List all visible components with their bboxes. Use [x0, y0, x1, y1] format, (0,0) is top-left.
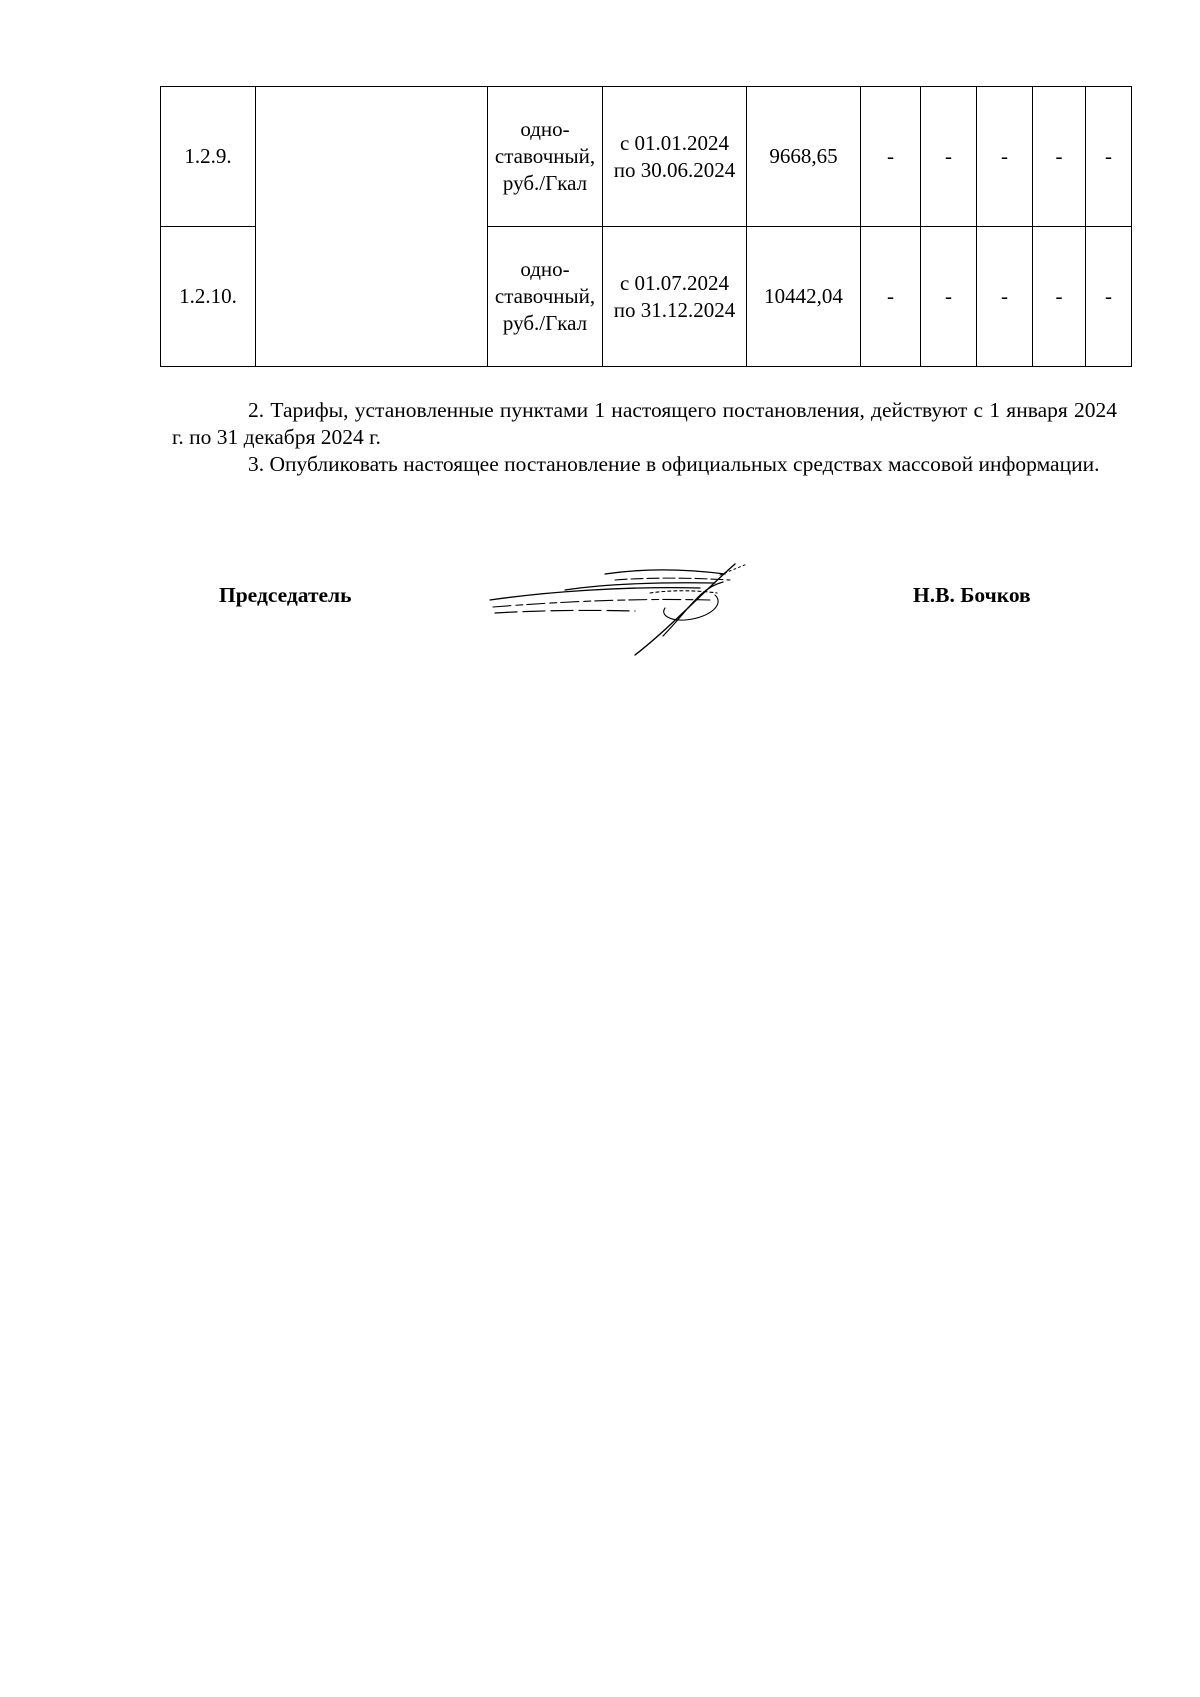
merged-name-cell: [256, 87, 488, 367]
dash-cell: -: [861, 87, 921, 227]
dash-cell: -: [1086, 227, 1132, 367]
tariff-value-cell: 10442,04: [747, 227, 861, 367]
signatory-role: Председатель: [219, 583, 352, 607]
handwritten-signature: [485, 560, 795, 660]
dash-cell: -: [861, 227, 921, 367]
period-from: с 01.01.2024: [619, 130, 730, 155]
period-from: с 01.07.2024: [619, 270, 730, 295]
period-cell: [603, 227, 747, 367]
tariff-value-cell: 9668,65: [747, 87, 861, 227]
row-number-cell: 1.2.9.: [161, 87, 256, 227]
period-cell: [603, 87, 747, 227]
rate-type-cell: одно-ставочный, руб./Гкал: [488, 87, 603, 227]
period-to: по 30.06.2024: [613, 157, 736, 182]
paragraph-3: 3. Опубликовать настоящее постановление в официальных средствах массовой информации.: [248, 452, 1100, 476]
dash-cell: -: [921, 227, 977, 367]
dash-cell: -: [1033, 87, 1086, 227]
dash-cell: -: [977, 227, 1033, 367]
paragraph-2: 2. Тарифы, установленные пунктами 1 настоящего постановления, действуют с 1 января 2024 г. по 31 декабря 2024 г.: [172, 398, 1117, 449]
dash-cell: -: [1086, 87, 1132, 227]
rate-type-cell: одно-ставочный, руб./Гкал: [488, 227, 603, 367]
row-number-cell: 1.2.10.: [161, 227, 256, 367]
dash-cell: -: [977, 87, 1033, 227]
period-to: по 31.12.2024: [613, 297, 736, 322]
dash-cell: -: [921, 87, 977, 227]
decree-paragraphs: [172, 397, 1117, 478]
tariff-table: [160, 86, 1132, 367]
table-row: [161, 87, 1132, 227]
signatory-name: Н.В. Бочков: [913, 583, 1031, 607]
dash-cell: -: [1033, 227, 1086, 367]
